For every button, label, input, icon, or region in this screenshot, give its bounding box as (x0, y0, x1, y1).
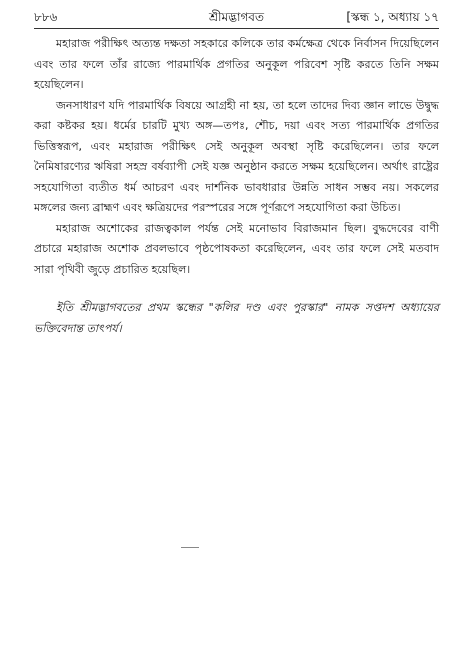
print-mark (181, 547, 199, 548)
running-title: শ্রীমদ্ভাগবত (208, 10, 264, 24)
paragraph-3: মহারাজ অশোকের রাজত্বকাল পর্যন্ত সেই মনোভাব বিরাজমান ছিল। বুদ্ধদেবের বাণী প্রচারে মহারাজ অশোক প্রবলভাবে পৃষ্ঠপোষকতা করেছিলেন, এবং তার ফলে সেই মতবাদ সারা পৃথিবী জুড়ে প্রচারিত হয়েছিল। (34, 221, 439, 276)
header-rule (34, 28, 439, 29)
page-number: ৮৮৬ (34, 10, 58, 24)
page-body (34, 34, 439, 339)
page-header (34, 6, 439, 28)
chapter-colophon: ইতি শ্রীমদ্ভাগবতের প্রথম স্কন্ধের "কলির দণ্ড এবং পুরস্কার" নামক সপ্তদশ অধ্যায়ের ভক্তিবেদান্ত তাৎপর্য। (34, 301, 439, 335)
paragraph-1: মহারাজ পরীক্ষিৎ অত্যন্ত দক্ষতা সহকারে কলিকে তার কর্মক্ষেত্র থেকে নির্বাসন দিয়েছিলেন এবং তার ফলে তাঁর রাজ্যে পারমার্থিক প্রগতির অনুকূল পরিবেশ সৃষ্টি করতে তিনি সক্ষম হয়েছিলেন। (34, 37, 439, 91)
chapter-reference: [স্কন্ধ ১, অধ্যায় ১৭ (346, 10, 439, 24)
paragraph-2: জনসাধারণ যদি পারমার্থিক বিষয়ে আগ্রহী না হয়, তা হলে তাদের দিব্য জ্ঞান লাভে উদ্বুদ্ধ করা কষ্টকর হয়। ধর্মের চারটি মুখ্য অঙ্গ—তপঃ, শৌচ, দয়া এবং সত্য পারমার্থিক প্রগতির ভিত্তিস্বরূপ, এবং মহারাজ পরীক্ষিৎ সেই অনুকূল অবস্থা সৃষ্টি করেছিলেন। তার ফলে নৈমিষারণ্যের ঋষিরা সহস্র বর্ষব্যাপী সেই যজ্ঞ অনুষ্ঠান করতে সক্ষম হয়েছিলেন। অর্থাৎ রাষ্ট্রের সহযোগিতা ব্যতীত ধর্ম আচরণ এবং দার্শনিক ভাবধারার উন্নতি সাধন সম্ভব নয়। সকলের মঙ্গলের জন্য ব্রাহ্মণ এবং ক্ষত্রিয়দের পরস্পরের সঙ্গে পূর্ণরূপে সহযোগিতা করা উচিত। (34, 98, 439, 214)
